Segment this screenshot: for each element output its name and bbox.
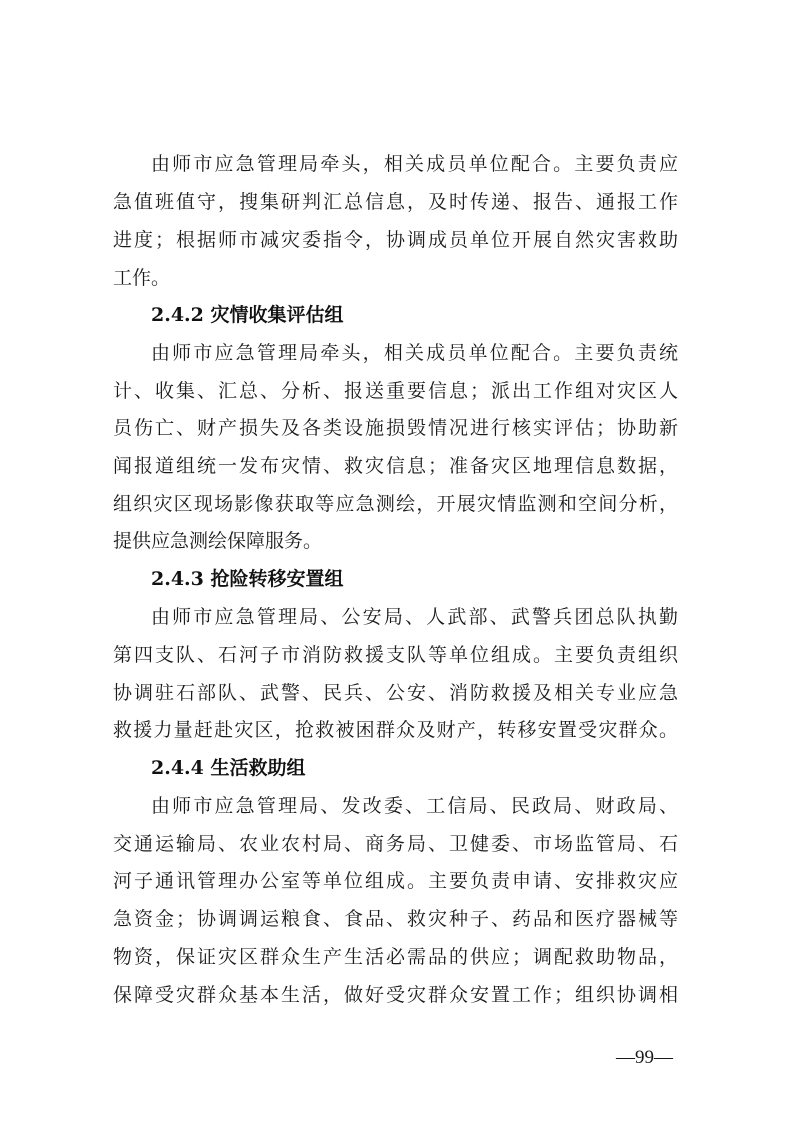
- body-text-line: 救援力量赶赴灾区，抢救被困群众及财产，转移安置受灾群众。: [113, 719, 678, 741]
- section-heading-2-4-2: 2.4.2 灾情收集评估组: [151, 304, 344, 326]
- body-text-line: 闻报道组统一发布灾情、救灾信息；准备灾区地理信息数据，: [113, 455, 678, 477]
- body-text-line: 由师市应急管理局、发改委、工信局、民政局、财政局、: [151, 795, 678, 817]
- body-text-line: 保障受灾群众基本生活，做好受灾群众安置工作；组织协调相: [113, 984, 678, 1006]
- body-text-line: 交通运输局、农业农村局、商务局、卫健委、市场监管局、石: [113, 833, 678, 855]
- body-text-line: 由师市应急管理局、公安局、人武部、武警兵团总队执勤: [151, 606, 678, 628]
- section-heading-2-4-3: 2.4.3 抢险转移安置组: [151, 568, 344, 590]
- body-text-line: 由师市应急管理局牵头，相关成员单位配合。主要负责统: [151, 342, 678, 364]
- body-text-line: 物资，保证灾区群众生产生活必需品的供应；调配救助物品，: [113, 946, 678, 968]
- body-text-line: 进度；根据师市减灾委指令，协调成员单位开展自然灾害救助: [113, 229, 678, 251]
- body-text-line: 提供应急测绘保障服务。: [113, 530, 323, 552]
- body-text-line: 急资金；协调调运粮食、食品、救灾种子、药品和医疗器械等: [113, 908, 678, 930]
- page-number: —99—: [616, 1047, 673, 1068]
- body-text-line: 计、收集、汇总、分析、报送重要信息；派出工作组对灾区人: [113, 380, 678, 402]
- body-text-line: 第四支队、石河子市消防救援支队等单位组成。主要负责组织: [113, 644, 678, 666]
- body-text-line: 河子通讯管理办公室等单位组成。主要负责申请、安排救灾应: [113, 870, 678, 892]
- body-text-line: 员伤亡、财产损失及各类设施损毁情况进行核实评估；协助新: [113, 417, 678, 439]
- body-text-line: 工作。: [113, 267, 171, 289]
- body-text-line: 协调驻石部队、武警、民兵、公安、消防救援及相关专业应急: [113, 682, 678, 704]
- body-text-line: 组织灾区现场影像获取等应急测绘，开展灾情监测和空间分析，: [113, 493, 678, 515]
- section-heading-2-4-4: 2.4.4 生活救助组: [151, 757, 306, 779]
- body-text-line: 急值班值守，搜集研判汇总信息，及时传递、报告、通报工作: [113, 191, 678, 213]
- body-text-line: 由师市应急管理局牵头，相关成员单位配合。主要负责应: [151, 153, 678, 175]
